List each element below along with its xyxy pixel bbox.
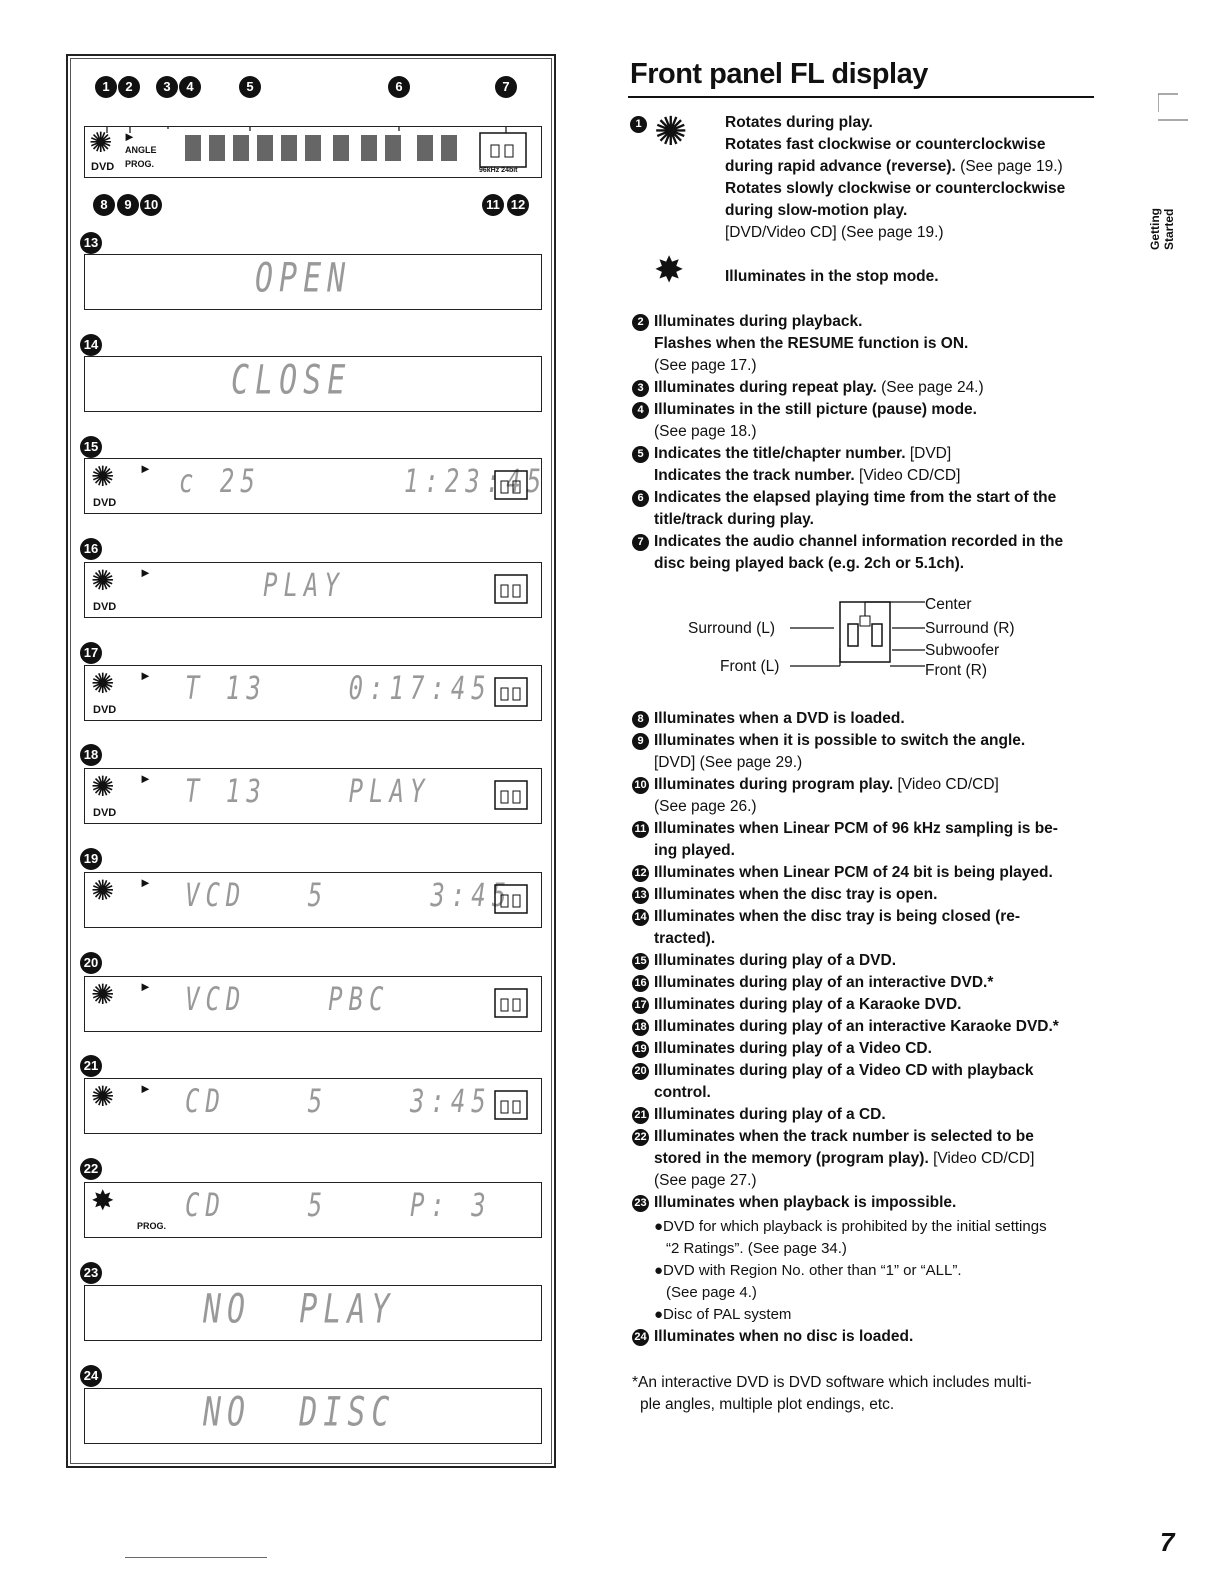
item-22-line-c: (See page 27.) <box>654 1172 757 1189</box>
item-1-line-e: during slow-motion play. <box>725 202 908 219</box>
speaker-label-subwoofer: Subwoofer <box>925 642 1000 659</box>
callout-1: 1 <box>630 116 647 133</box>
item-8: Illuminates when a DVD is loaded. <box>654 710 905 727</box>
item-3-text: Illuminates during repeat play. <box>654 379 877 396</box>
item-20-line-b: control. <box>654 1084 711 1101</box>
play-indicator-icon: ► <box>139 461 152 476</box>
display-panel-cd <box>84 1078 542 1134</box>
disc-stop-icon: ✸ <box>91 1185 115 1216</box>
disc-rotation-icon: ✺ <box>89 127 113 158</box>
item-1-line-b: Rotates fast clockwise or counterclockwise <box>725 136 1046 153</box>
item-1-line-f: [DVD/Video CD] (See page 19.) <box>725 224 944 241</box>
item-9-line-a: Illuminates when it is possible to switch the angle. <box>654 732 1026 749</box>
panel-segment-text: CD 5 3:45 <box>185 1082 492 1120</box>
speaker-label-surround-r: Surround (R) <box>925 620 1015 637</box>
item-4-line-b: (See page 18.) <box>654 423 757 440</box>
panel-segment-text: PLAY <box>263 566 345 604</box>
format-ref: [Video CD/CD] <box>859 467 961 484</box>
item-5-text-b: Indicates the track number. <box>654 467 855 484</box>
display-panel-interactive-dvd <box>84 562 542 618</box>
callout-21: 21 <box>632 1107 649 1124</box>
format-ref: [DVD] <box>909 445 952 462</box>
item-23-bullet-3: ●Disc of PAL system <box>654 1306 792 1323</box>
disc-rotation-icon: ✺ <box>91 565 115 596</box>
display-panel-karaoke-dvd <box>84 665 542 721</box>
display-panel-video-cd <box>84 872 542 928</box>
disc-rotation-icon: ✺ <box>91 771 115 802</box>
display-panel-dvd-play <box>84 458 548 514</box>
prog-indicator: PROG. <box>137 1221 167 1231</box>
callout-19: 19 <box>80 848 102 870</box>
callout-8: 8 <box>632 711 649 728</box>
item-2-line-c: (See page 17.) <box>654 357 757 374</box>
display-panel-no-disc <box>84 1388 542 1444</box>
speaker-channel-icon <box>493 777 529 811</box>
disc-rotation-icon: ✺ <box>91 979 115 1010</box>
callout-6: 6 <box>632 490 649 507</box>
callout-18: 18 <box>80 744 102 766</box>
play-indicator-icon: ► <box>139 1081 152 1096</box>
display-panel-video-cd-pbc <box>84 976 542 1032</box>
callout-24: 24 <box>80 1365 102 1387</box>
item-1-stop: Illuminates in the stop mode. <box>725 268 939 285</box>
item-3-line <box>654 377 984 399</box>
prog-indicator: PROG. <box>125 159 155 169</box>
play-indicator-icon: ► <box>139 979 152 994</box>
disc-stop-icon: ✸ <box>654 249 685 290</box>
panel-segment-text: OPEN <box>255 254 352 303</box>
item-1-line-c-text: during rapid advance (reverse). <box>725 158 956 175</box>
disc-rotation-icon: ✺ <box>654 110 688 154</box>
dvd-indicator: DVD <box>93 704 117 716</box>
display-panel-close <box>84 356 542 412</box>
item-14-line-b: tracted). <box>654 930 716 947</box>
callout-14: 14 <box>80 334 102 356</box>
callout-8: 8 <box>93 194 115 216</box>
callout-19: 19 <box>632 1041 649 1058</box>
item-23-bullet-2b: (See page 4.) <box>666 1284 757 1301</box>
item-5-line-a <box>654 443 951 465</box>
play-indicator-icon: ► <box>139 875 152 890</box>
callout-18: 18 <box>632 1019 649 1036</box>
play-indicator-icon: ► <box>139 771 152 786</box>
play-indicator-icon: ► <box>139 668 152 683</box>
format-ref: [Video CD/CD] <box>897 776 999 793</box>
callout-11: 11 <box>482 194 504 216</box>
item-5-line-b <box>654 465 960 487</box>
callout-6: 6 <box>388 76 410 98</box>
speaker-channel-icon <box>493 571 529 605</box>
callout-22: 22 <box>632 1129 649 1146</box>
main-fl-display <box>84 126 542 178</box>
panel-segment-text: VCD 5 3:45 <box>185 876 513 914</box>
item-17: Illuminates during play of a Karaoke DVD. <box>654 996 962 1013</box>
item-15: Illuminates during play of a DVD. <box>654 952 897 969</box>
display-panel-interactive-karaoke <box>84 768 542 824</box>
speaker-label-front-r: Front (R) <box>925 662 987 679</box>
callout-7: 7 <box>495 76 517 98</box>
dvd-indicator: DVD <box>91 161 115 173</box>
panel-segment-text: CD 5 P: 3 <box>185 1186 492 1224</box>
speaker-label-surround-l: Surround (L) <box>688 620 776 637</box>
item-6-line-b: title/track during play. <box>654 511 814 528</box>
item-10-line-b: (See page 26.) <box>654 798 757 815</box>
angle-indicator: ANGLE <box>125 145 157 155</box>
callout-12: 12 <box>632 865 649 882</box>
page-title: Front panel FL display <box>630 58 928 90</box>
panel-segment-text: NO DISC <box>203 1388 396 1437</box>
item-2-line-b: Flashes when the RESUME function is ON. <box>654 335 969 352</box>
callout-2: 2 <box>118 76 140 98</box>
callout-16: 16 <box>80 538 102 560</box>
callout-16: 16 <box>632 975 649 992</box>
item-1-line-c <box>725 156 1063 178</box>
page-ref: (See page 19.) <box>960 158 1063 175</box>
callout-14: 14 <box>632 909 649 926</box>
item-21: Illuminates during play of a CD. <box>654 1106 886 1123</box>
item-23: Illuminates when playback is impossible. <box>654 1194 957 1211</box>
item-19: Illuminates during play of a Video CD. <box>654 1040 932 1057</box>
panel-segment-text: T 13 PLAY <box>185 772 431 810</box>
callout-20: 20 <box>632 1063 649 1080</box>
panel-segment-text: c 25 1:23:45 <box>179 462 548 500</box>
disc-rotation-icon: ✺ <box>91 1081 115 1112</box>
item-1-line-a: Rotates during play. <box>725 114 873 131</box>
item-9-line-b: [DVD] (See page 29.) <box>654 754 803 771</box>
item-7-line-b: disc being played back (e.g. 2ch or 5.1ch). <box>654 555 965 572</box>
callout-11: 11 <box>632 821 649 838</box>
disc-rotation-icon: ✺ <box>91 668 115 699</box>
panel-segment-text: VCD PBC <box>185 980 390 1018</box>
callout-12: 12 <box>507 194 529 216</box>
item-18: Illuminates during play of an interactive Karaoke DVD.* <box>654 1018 1059 1035</box>
item-11-line-b: ing played. <box>654 842 735 859</box>
item-1-line-d: Rotates slowly clockwise or counterclockwise <box>725 180 1066 197</box>
item-12: Illuminates when Linear PCM of 24 bit is being played. <box>654 864 1053 881</box>
panel-segment-text: NO PLAY <box>203 1285 396 1334</box>
callout-2: 2 <box>632 314 649 331</box>
callout-15: 15 <box>80 436 102 458</box>
item-7-line-a: Indicates the audio channel information recorded in the <box>654 533 1064 550</box>
footnote-line-a: *An interactive DVD is DVD software which includes multi- <box>632 1374 1032 1391</box>
callout-23: 23 <box>80 1262 102 1284</box>
callout-21: 21 <box>80 1055 102 1077</box>
item-24: Illuminates when no disc is loaded. <box>654 1328 914 1345</box>
callout-3: 3 <box>156 76 178 98</box>
item-23-bullet-1: ●DVD for which playback is prohibited by the initial settings <box>654 1218 1047 1235</box>
footnote-line-b: ple angles, multiple plot endings, etc. <box>640 1396 895 1413</box>
item-5-text-a: Indicates the title/chapter number. <box>654 445 906 462</box>
callout-7: 7 <box>632 534 649 551</box>
panel-segment-text: T 13 0:17:45 <box>185 669 492 707</box>
item-23-bullet-1b: “2 Ratings”. (See page 34.) <box>666 1240 847 1257</box>
bottom-rule <box>125 1557 267 1558</box>
item-4-line-a: Illuminates in the still picture (pause) mode. <box>654 401 977 418</box>
item-23-bullet-2: ●DVD with Region No. other than “1” or “ALL”. <box>654 1262 962 1279</box>
item-11-line-a: Illuminates when Linear PCM of 96 kHz sampling is be- <box>654 820 1058 837</box>
disc-rotation-icon: ✺ <box>91 461 115 492</box>
dvd-indicator: DVD <box>93 601 117 613</box>
item-22-line-b <box>654 1148 1034 1170</box>
callout-5: 5 <box>239 76 261 98</box>
dvd-indicator: DVD <box>93 497 117 509</box>
display-panel-open <box>84 254 542 310</box>
item-14-line-a: Illuminates when the disc tray is being closed (re- <box>654 908 1021 925</box>
callout-13: 13 <box>632 887 649 904</box>
format-ref: [Video CD/CD] <box>933 1150 1035 1167</box>
item-13: Illuminates when the disc tray is open. <box>654 886 938 903</box>
speaker-channel-icon <box>493 881 529 915</box>
speaker-label-front-l: Front (L) <box>720 658 780 675</box>
page-ref: (See page 24.) <box>881 379 984 396</box>
item-16: Illuminates during play of an interactive DVD.* <box>654 974 994 991</box>
disc-rotation-icon: ✺ <box>91 875 115 906</box>
play-indicator-icon: ► <box>123 129 136 144</box>
callout-3: 3 <box>632 380 649 397</box>
callout-15: 15 <box>632 953 649 970</box>
item-10-line-a <box>654 774 999 796</box>
item-22-text: stored in the memory (program play). <box>654 1150 929 1167</box>
speaker-channel-icon <box>493 467 529 501</box>
speaker-channel-icon <box>493 1087 529 1121</box>
callout-23: 23 <box>632 1195 649 1212</box>
callout-4: 4 <box>632 402 649 419</box>
page-number: 7 <box>1160 1527 1175 1557</box>
callout-9: 9 <box>117 194 139 216</box>
callout-20: 20 <box>80 952 102 974</box>
item-6-line-a: Indicates the elapsed playing time from the start of the <box>654 489 1057 506</box>
callout-10: 10 <box>632 777 649 794</box>
speaker-channel-icon <box>493 674 529 708</box>
display-panel-no-play <box>84 1285 542 1341</box>
item-20-line-a: Illuminates during play of a Video CD with playback <box>654 1062 1034 1079</box>
callout-4: 4 <box>179 76 201 98</box>
speaker-layout-diagram <box>780 594 930 684</box>
item-22-line-a: Illuminates when the track number is selected to be <box>654 1128 1034 1145</box>
panel-segment-text: CLOSE <box>231 356 352 405</box>
callout-9: 9 <box>632 733 649 750</box>
callout-13: 13 <box>80 232 102 254</box>
callout-17: 17 <box>80 642 102 664</box>
callout-24: 24 <box>632 1329 649 1346</box>
dvd-indicator: DVD <box>93 807 117 819</box>
item-10-text: Illuminates during program play. <box>654 776 894 793</box>
callout-5: 5 <box>632 446 649 463</box>
display-panel-program <box>84 1182 542 1238</box>
item-2-line-a: Illuminates during playback. <box>654 313 863 330</box>
play-indicator-icon: ► <box>139 565 152 580</box>
section-label: Getting Started <box>1148 208 1176 250</box>
callout-17: 17 <box>632 997 649 1014</box>
speaker-label-center: Center <box>925 596 972 613</box>
callout-1: 1 <box>95 76 117 98</box>
title-rule <box>628 96 1094 98</box>
callout-22: 22 <box>80 1158 102 1180</box>
speaker-channel-icon <box>493 985 529 1019</box>
khz-bit-indicator: 96kHz 24bit <box>479 167 518 174</box>
callout-10: 10 <box>140 194 162 216</box>
